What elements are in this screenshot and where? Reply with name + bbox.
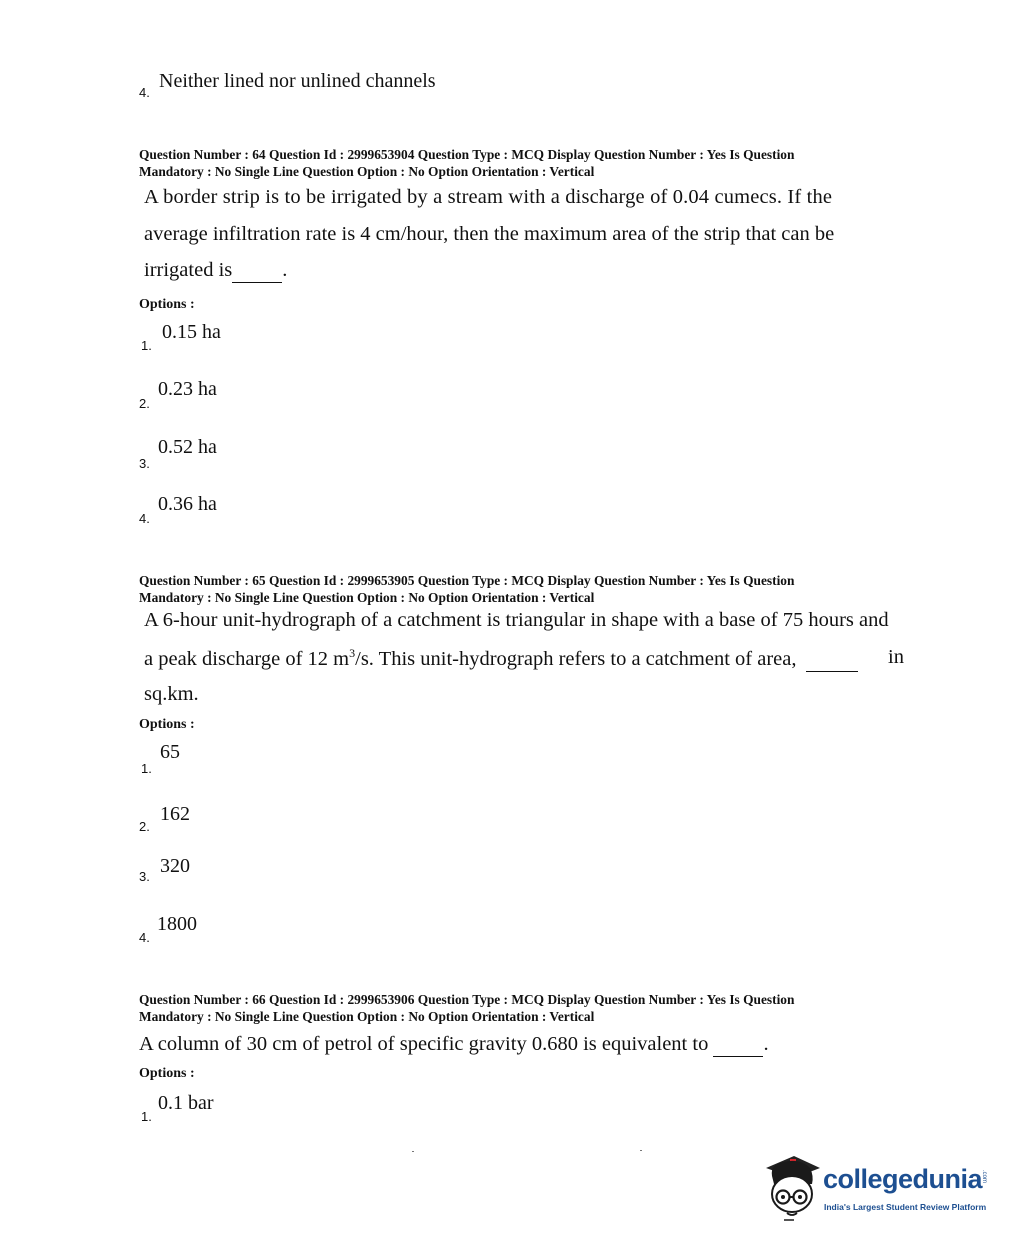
option-text: 1800 (157, 913, 197, 935)
question-text: a peak discharge of 12 m (144, 647, 350, 670)
option-number: 1. (141, 338, 152, 353)
option-number: 2. (139, 396, 150, 411)
option-text: 65 (160, 741, 180, 763)
option-number: 1. (141, 761, 152, 776)
option-text: 0.23 ha (158, 378, 217, 400)
answer-blank (232, 259, 282, 283)
meta-line: Question Number : 66 Question Id : 2999653906 Question Type : MCQ Display Question Number : Yes Is Question (139, 992, 795, 1007)
option-text: 320 (160, 855, 190, 877)
question-text-end: . (282, 259, 288, 281)
question-65-text-line: A 6-hour unit-hydrograph of a catchment is triangular in shape with a base of 75 hours and (144, 609, 889, 631)
option-text: Neither lined nor unlined channels (159, 70, 436, 92)
meta-line: Mandatory : No Single Line Question Option : No Option Orientation : Vertical (139, 164, 595, 179)
option-text: 162 (160, 803, 190, 825)
question-text: A column of 30 cm of petrol of specific gravity 0.680 is equivalent to (139, 1033, 709, 1055)
meta-line: Mandatory : No Single Line Question Option : No Option Orientation : Vertical (139, 1009, 595, 1024)
question-64-meta (139, 146, 794, 180)
scan-speck (412, 1151, 414, 1152)
option-number: 4. (139, 85, 150, 100)
meta-line: Mandatory : No Single Line Question Option : No Option Orientation : Vertical (139, 590, 595, 605)
meta-line: Question Number : 65 Question Id : 2999653905 Question Type : MCQ Display Question Number : Yes Is Question (139, 573, 795, 588)
option-number: 3. (139, 869, 150, 884)
options-label: Options : (139, 297, 195, 312)
logo-domain-suffix: .com (981, 1170, 987, 1184)
option-number: 2. (139, 819, 150, 834)
question-text: irrigated is (144, 259, 233, 281)
superscript: 3 (349, 646, 356, 660)
logo-wordmark: collegedunia (823, 1164, 983, 1194)
question-65-text-line: sq.km. (144, 683, 199, 705)
meta-line: Question Number : 64 Question Id : 2999653904 Question Type : MCQ Display Question Number : Yes Is Question (139, 147, 795, 162)
question-65-meta (139, 572, 794, 606)
option-text: 0.15 ha (162, 321, 221, 343)
option-text: 0.52 ha (158, 436, 217, 458)
question-66-meta (139, 991, 794, 1025)
options-label: Options : (139, 1066, 195, 1081)
option-text: 0.1 bar (158, 1092, 214, 1114)
option-number: 1. (141, 1109, 152, 1124)
option-text: 0.36 ha (158, 493, 217, 515)
scan-speck (640, 1150, 642, 1151)
question-64-text-line: A border strip is to be irrigated by a stream with a discharge of 0.04 cumecs. If the (144, 186, 833, 208)
option-number: 4. (139, 930, 150, 945)
question-65-text-line-2 (144, 646, 904, 672)
question-text: /s. This unit-hydrograph refers to a catchment of area, (355, 647, 797, 670)
question-64-text-line-3 (144, 259, 287, 283)
question-64-text-line: average infiltration rate is 4 cm/hour, then the maximum area of the strip that can be (144, 223, 835, 245)
options-label: Options : (139, 717, 195, 732)
answer-blank (806, 648, 858, 672)
mascot-icon (762, 1150, 822, 1225)
option-number: 3. (139, 456, 150, 471)
collegedunia-logo[interactable] (762, 1150, 992, 1225)
question-text: in (888, 646, 904, 668)
question-66-text-line (139, 1033, 769, 1057)
logo-tagline: India's Largest Student Review Platform (824, 1202, 987, 1212)
option-number: 4. (139, 511, 150, 526)
question-text-end: . (763, 1033, 769, 1055)
answer-blank (713, 1033, 763, 1057)
